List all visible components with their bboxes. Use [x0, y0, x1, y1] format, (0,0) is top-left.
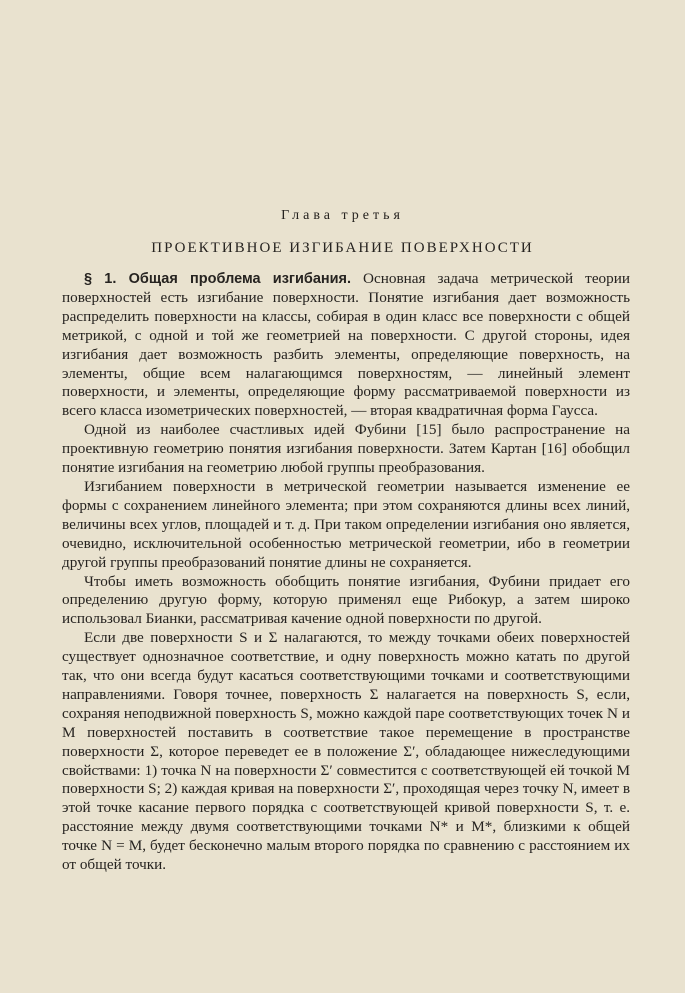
paragraph: Изгибанием поверхности в метрической геометрии называется изменение ее формы с сохранением линейного элемента; при этом сохраняются длины всех линий, величины всех углов, площадей и т. д. При таком определении изгибания оно является, очевидно, исключительной особенностью метрической геометрии, ибо в геометрии другой группы преобразований понятие длины не сохраняется.	[62, 477, 630, 571]
body-text	[62, 270, 630, 875]
chapter-title: ПРОЕКТИВНОЕ ИЗГИБАНИЕ ПОВЕРХНОСТИ	[151, 240, 534, 256]
paragraph: Одной из наиболее счастливых идей Фубини [15] было распространение на проективную геометрию понятия изгибания поверхности. Затем Картан [16] обобщил понятие изгибания на геометрию любой группы преобразования.	[62, 421, 630, 477]
paragraph: Чтобы иметь возможность обобщить понятие изгибания, Фубини придает его определению другую форму, которую применял еще Рибокур, а затем широко использовал Бианки, рассматривая качение одной поверхности по другой.	[62, 572, 630, 628]
paragraph	[62, 270, 630, 421]
paragraph: Если две поверхности S и Σ налагаются, то между точками обеих поверхностей существует однозначное соответствие, и одну поверхность можно катать по другой так, что они всегда будут касаться соответствующими точками и соответствующими направлениями. Говоря точнее, поверхность Σ налагается на поверхность S, если, сохраняя неподвижной поверхность S, можно каждой паре соответствующих точек N и M поверхностей поставить в соответствие такое перемещение в пространстве поверхности Σ, которое переведет ее в положение Σ′, обладающее нижеследующими свойствами: 1) точка N на поверхности Σ′ совместится с соответствующей ей точкой M поверхности S; 2) каждая кривая на поверхности Σ′, проходящая через точку N, имеет в этой точке касание первого порядка с соответствующей кривой поверхности S, т. е. расстояние между двумя соответствующими точками N* и M*, близкими к общей точке N = M, будет бесконечно малым второго порядка по сравнению с расстоянием их от общей точки.	[62, 629, 630, 874]
section-title: § 1. Общая проблема изгибания.	[84, 271, 352, 287]
chapter-label: Глава третья	[281, 208, 404, 223]
paragraph-text: Основная задача метрической теории поверхностей есть изгибание поверхности. Понятие изгибания дает возможность распределить поверхности на классы, собирая в один класс все поверхности с общей метрикой, с одной и той же геометрией на поверхности. С другой стороны, идея изгибания дает возможность разбить элементы, определяющие поверхность, на элементы, общие всем налагающимся поверхностям, — линейный элемент поверхности, и элементы, определяющие форму рассматриваемой поверхности из всего класса изометрических поверхностей, — вторая квадратичная форма Гаусса.	[62, 270, 631, 420]
